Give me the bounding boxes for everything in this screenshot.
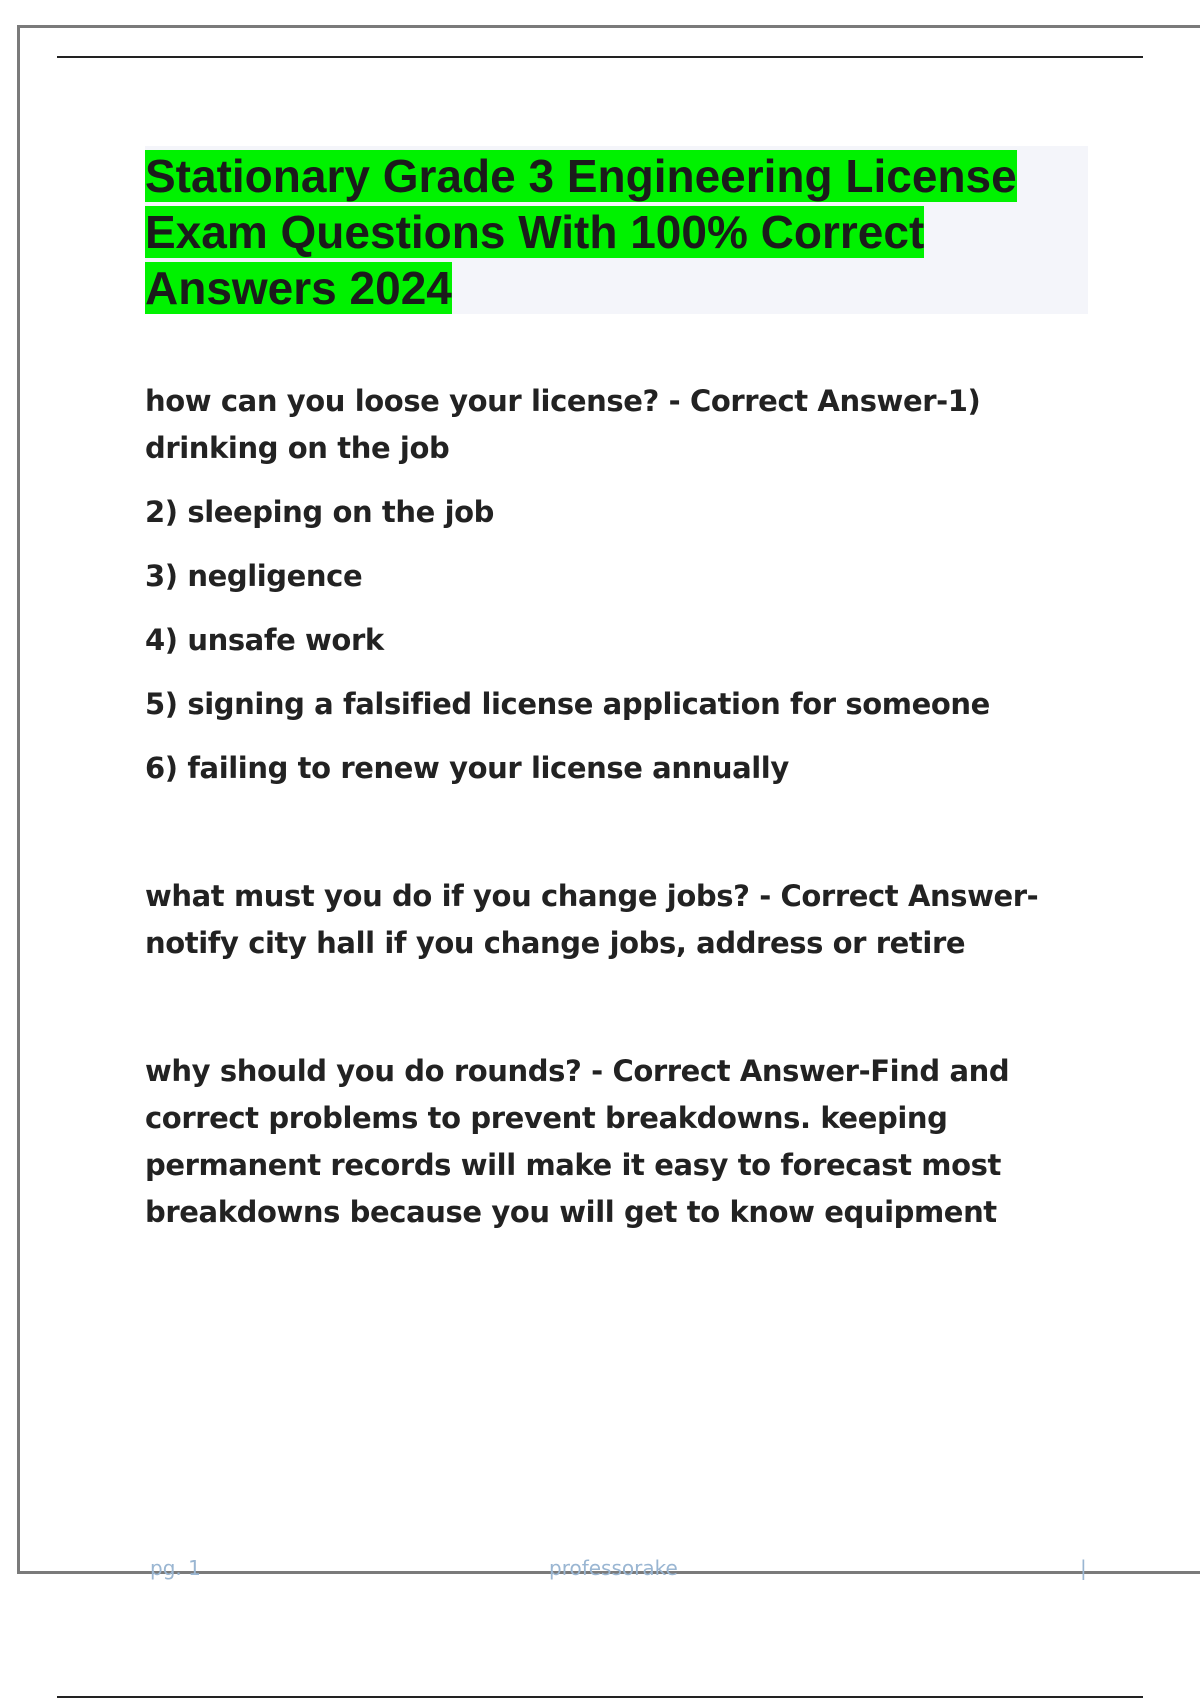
answer-item: 5) signing a falsified license application for someone bbox=[145, 687, 990, 721]
page-footer bbox=[0, 1556, 1200, 1586]
document-title bbox=[145, 146, 1088, 316]
question-answer: how can you loose your license? - Correct Answer-1) drinking on the job bbox=[145, 384, 981, 465]
answer-item: 2) sleeping on the job bbox=[145, 495, 495, 529]
title-block bbox=[145, 146, 1088, 314]
title-highlight: Stationary Grade 3 Engineering License Exam Questions With 100% Correct Answers 2024 bbox=[145, 150, 1017, 314]
footer-author: professorake bbox=[549, 1556, 678, 1580]
question-answer: what must you do if you change jobs? - Correct Answer-notify city hall if you change jobs, address or retire bbox=[145, 879, 1039, 960]
footer-separator: | bbox=[1080, 1556, 1087, 1580]
answer-item: 4) unsafe work bbox=[145, 623, 384, 657]
page-number: pg. 1 bbox=[150, 1556, 201, 1580]
top-rule bbox=[57, 56, 1143, 58]
document-body bbox=[145, 378, 1095, 1236]
answer-item: 6) failing to renew your license annually bbox=[145, 751, 789, 785]
bottom-rule bbox=[57, 1696, 1143, 1698]
answer-item: 3) negligence bbox=[145, 559, 363, 593]
question-answer: why should you do rounds? - Correct Answer-Find and correct problems to prevent breakdowns. keeping permanent records will make it easy to forecast most breakdowns because you will get to know equipment bbox=[145, 1054, 1010, 1229]
